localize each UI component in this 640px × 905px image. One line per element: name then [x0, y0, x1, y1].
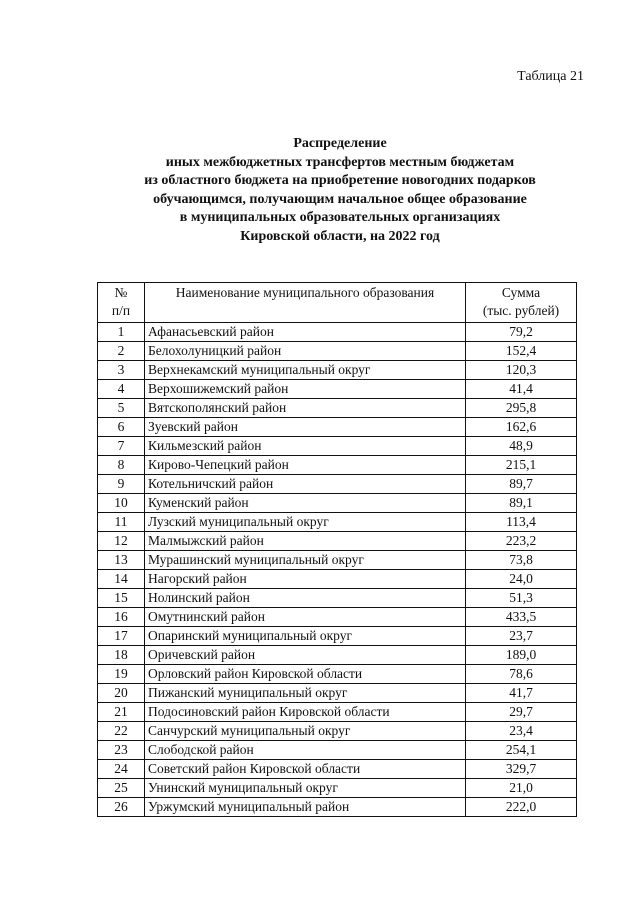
header-number-line1: №: [114, 285, 128, 300]
row-number: 23: [98, 741, 145, 760]
header-row: [98, 283, 577, 323]
table-row: [98, 779, 577, 798]
table-header: [98, 283, 577, 323]
row-municipality: Уржумский муниципальный район: [145, 798, 466, 817]
row-sum: 41,4: [466, 380, 577, 399]
row-sum: 24,0: [466, 570, 577, 589]
table-row: [98, 380, 577, 399]
row-sum: 23,7: [466, 627, 577, 646]
row-municipality: Подосиновский район Кировской области: [145, 703, 466, 722]
row-sum: 223,2: [466, 532, 577, 551]
table-row: [98, 551, 577, 570]
table-body: [98, 323, 577, 817]
table-row: [98, 665, 577, 684]
row-municipality: Малмыжский район: [145, 532, 466, 551]
row-number: 16: [98, 608, 145, 627]
distribution-table: [97, 282, 577, 817]
header-municipality: Наименование муниципального образования: [145, 283, 466, 323]
row-number: 6: [98, 418, 145, 437]
row-municipality: Верхошижемский район: [145, 380, 466, 399]
heading-line: из областного бюджета на приобретение новогодних подарков: [144, 173, 536, 189]
row-sum: 23,4: [466, 722, 577, 741]
row-sum: 73,8: [466, 551, 577, 570]
row-sum: 162,6: [466, 418, 577, 437]
row-sum: 51,3: [466, 589, 577, 608]
row-number: 19: [98, 665, 145, 684]
row-sum: 78,6: [466, 665, 577, 684]
table-row: [98, 342, 577, 361]
row-municipality: Нолинский район: [145, 589, 466, 608]
row-municipality: Афанасьевский район: [145, 323, 466, 342]
table-row: [98, 570, 577, 589]
table-row: [98, 684, 577, 703]
table-row: [98, 437, 577, 456]
table-row: [98, 608, 577, 627]
row-sum: 113,4: [466, 513, 577, 532]
table-row: [98, 722, 577, 741]
row-sum: 215,1: [466, 456, 577, 475]
heading-line: Распределение: [293, 136, 387, 151]
table-row: [98, 513, 577, 532]
row-number: 21: [98, 703, 145, 722]
table-row: [98, 456, 577, 475]
table-row: [98, 532, 577, 551]
row-municipality: Советский район Кировской области: [145, 760, 466, 779]
row-municipality: Кирово-Чепецкий район: [145, 456, 466, 475]
table-row: [98, 494, 577, 513]
row-municipality: Санчурский муниципальный округ: [145, 722, 466, 741]
heading-line: в муниципальных образовательных организациях: [179, 210, 501, 226]
row-number: 14: [98, 570, 145, 589]
row-number: 11: [98, 513, 145, 532]
table-row: [98, 627, 577, 646]
table-row: [98, 589, 577, 608]
row-municipality: Белохолуницкий район: [145, 342, 466, 361]
row-sum: 21,0: [466, 779, 577, 798]
table-row: [98, 760, 577, 779]
header-sum: [466, 283, 577, 323]
row-sum: 48,9: [466, 437, 577, 456]
row-municipality: Пижанский муниципальный округ: [145, 684, 466, 703]
row-sum: 41,7: [466, 684, 577, 703]
row-number: 24: [98, 760, 145, 779]
row-sum: 222,0: [466, 798, 577, 817]
row-number: 26: [98, 798, 145, 817]
table-row: [98, 323, 577, 342]
row-municipality: Верхнекамский муниципальный округ: [145, 361, 466, 380]
table-row: [98, 703, 577, 722]
row-municipality: Зуевский район: [145, 418, 466, 437]
row-sum: 433,5: [466, 608, 577, 627]
header-sum-line2: (тыс. рублей): [482, 303, 560, 318]
row-number: 25: [98, 779, 145, 798]
row-sum: 29,7: [466, 703, 577, 722]
table-row: [98, 418, 577, 437]
row-number: 18: [98, 646, 145, 665]
document-heading: [80, 135, 600, 247]
row-number: 22: [98, 722, 145, 741]
header-number-line2: п/п: [111, 303, 131, 318]
row-municipality: Котельничский район: [145, 475, 466, 494]
table-row: [98, 399, 577, 418]
row-municipality: Лузский муниципальный округ: [145, 513, 466, 532]
row-municipality: Мурашинский муниципальный округ: [145, 551, 466, 570]
row-sum: 89,7: [466, 475, 577, 494]
row-number: 20: [98, 684, 145, 703]
row-sum: 254,1: [466, 741, 577, 760]
row-number: 3: [98, 361, 145, 380]
row-sum: 189,0: [466, 646, 577, 665]
row-number: 4: [98, 380, 145, 399]
heading-line: обучающимся, получающим начальное общее образование: [153, 191, 527, 207]
header-number: [98, 283, 145, 323]
row-municipality: Кильмезский район: [145, 437, 466, 456]
table-number-label: Таблица 21: [517, 69, 584, 84]
row-sum: 79,2: [466, 323, 577, 342]
row-number: 13: [98, 551, 145, 570]
row-municipality: Нагорский район: [145, 570, 466, 589]
row-municipality: Вятскополянский район: [145, 399, 466, 418]
heading-line: иных межбюджетных трансфертов местным бюджетам: [165, 154, 515, 170]
row-sum: 295,8: [466, 399, 577, 418]
row-sum: 89,1: [466, 494, 577, 513]
row-number: 9: [98, 475, 145, 494]
row-municipality: Опаринский муниципальный округ: [145, 627, 466, 646]
row-sum: 120,3: [466, 361, 577, 380]
row-municipality: Оричевский район: [145, 646, 466, 665]
row-number: 10: [98, 494, 145, 513]
table-row: [98, 475, 577, 494]
row-number: 2: [98, 342, 145, 361]
table-row: [98, 798, 577, 817]
row-number: 15: [98, 589, 145, 608]
table-row: [98, 741, 577, 760]
distribution-table-container: [97, 282, 577, 817]
row-sum: 152,4: [466, 342, 577, 361]
row-sum: 329,7: [466, 760, 577, 779]
header-sum-line1: Сумма: [501, 285, 541, 300]
table-row: [98, 361, 577, 380]
row-municipality: Омутнинский район: [145, 608, 466, 627]
table-row: [98, 646, 577, 665]
row-number: 7: [98, 437, 145, 456]
row-municipality: Куменский район: [145, 494, 466, 513]
row-municipality: Слободской район: [145, 741, 466, 760]
row-number: 8: [98, 456, 145, 475]
row-number: 12: [98, 532, 145, 551]
row-municipality: Унинский муниципальный округ: [145, 779, 466, 798]
row-number: 5: [98, 399, 145, 418]
row-number: 1: [98, 323, 145, 342]
row-municipality: Орловский район Кировской области: [145, 665, 466, 684]
row-number: 17: [98, 627, 145, 646]
heading-line: Кировской области, на 2022 год: [240, 228, 440, 244]
